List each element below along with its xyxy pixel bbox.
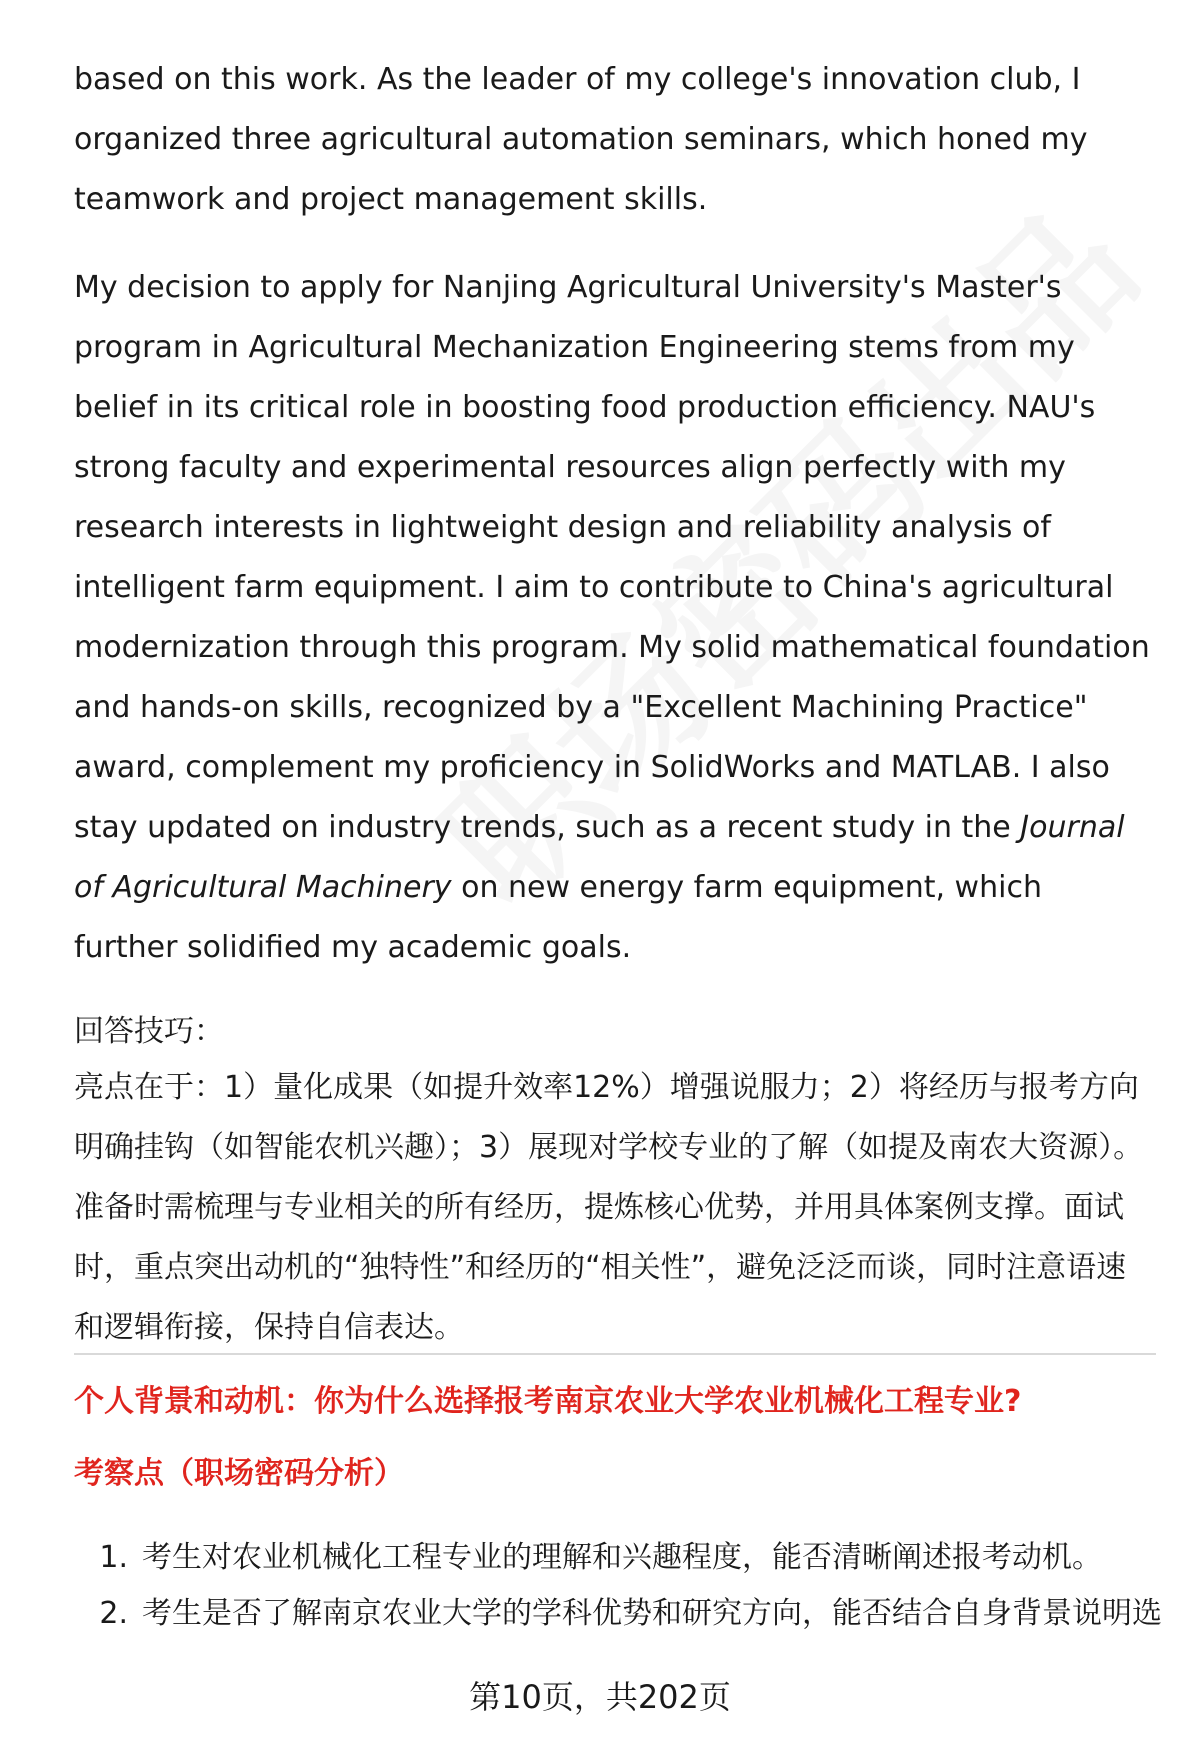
paragraph-motivation-text-1: My decision to apply for Nanjing Agricultural University's Master's program in Agricultural Mechanization Engineering stems from my belief in its critical role in boosting food production efficiency. NAU's strong faculty and experimental resources align perfectly with my research interests in lightweight design and reliability analysis of intelligent farm equipment. I aim to contribute to China's agricultural modernization through this program. My solid mathematical foundation and hands-on skills, recognized by a "Excellent Machining Practice" award, complement my proficiency in SolidWorks and MATLAB. I also stay updated on industry trends, such as a recent study in the	[74, 270, 1150, 845]
paragraph-motivation-text-2: on new energy farm equipment, which further solidified my academic goals.	[74, 870, 1042, 965]
section-divider	[74, 1353, 1156, 1355]
list-item	[74, 1586, 1164, 1642]
list-item-text: 考生是否了解南京农业大学的学科优势和研究方向，能否结合自身背景说明选	[142, 1596, 1162, 1631]
list-item-number: 1.	[99, 1540, 128, 1575]
document-body	[74, 50, 1154, 1358]
answer-tips-text: 亮点在于：1）量化成果（如提升效率12%）增强说服力；2）将经历与报考方向明确挂钩（如智能农机兴趣）；3）展现对学校专业的了解（如提及南农大资源）。准备时需梳理与专业相关的所有经历，提炼核心优势，并用具体案例支撑。面试时，重点突出动机的“独特性”和经历的“相关性”，避免泛泛而谈，同时注意语速和逻辑衔接，保持自信表达。	[74, 1070, 1144, 1345]
page-number: 第10页，共202页	[469, 1678, 731, 1716]
assessment-points-list	[74, 1530, 1164, 1642]
list-item-text: 考生对农业机械化工程专业的理解和兴趣程度，能否清晰阐述报考动机。	[142, 1540, 1102, 1575]
answer-tips-label: 回答技巧：	[74, 1014, 224, 1049]
question-subtitle: 考察点（职场密码分析）	[74, 1456, 404, 1491]
question-title: 个人背景和动机：你为什么选择报考南京农业大学农业机械化工程专业?	[74, 1384, 1022, 1419]
list-item	[74, 1530, 1164, 1586]
journal-title: Journal of Agricultural Machinery	[74, 810, 1125, 905]
paragraph-leadership: based on this work. As the leader of my college's innovation club, I organized three agricultural automation seminars, which honed my teamwork and project management skills.	[74, 62, 1088, 217]
paragraph-motivation	[74, 258, 1154, 978]
list-item-number: 2.	[99, 1596, 128, 1631]
